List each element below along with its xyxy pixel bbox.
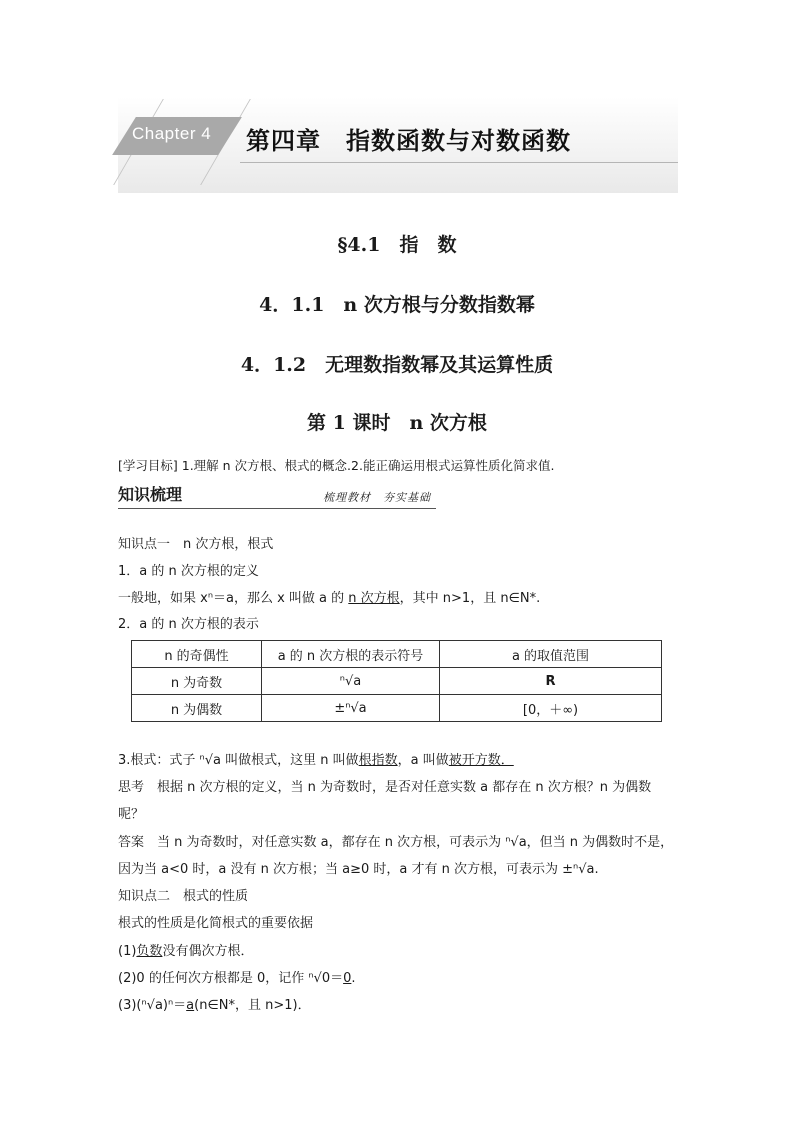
chapter-tag: Chapter 4 xyxy=(132,124,212,143)
definition-term: n 次方根 xyxy=(348,591,400,606)
property-2-post: . xyxy=(351,971,356,986)
kp1-item1: 1．a 的 n 次方根的定义 xyxy=(118,564,259,579)
think-line-2: 呢？ xyxy=(118,807,145,822)
answer-line-2: 因为当 a<0 时，a 没有 n 次方根；当 a≥0 时，a 才有 n 次方根，可表示为 ±ⁿ√a. xyxy=(118,862,599,877)
table-header-cell: n 的奇偶性 xyxy=(132,641,262,668)
table-row xyxy=(132,695,662,722)
property-1-term: 负数 xyxy=(136,944,163,959)
answer-line-1: 答案 当 n 为奇数时，对任意实数 a，都存在 n 次方根，可表示为 ⁿ√a，但当 n 为偶数时不是， xyxy=(118,835,674,850)
property-2-term: 0 xyxy=(343,971,352,986)
kp2-property-2 xyxy=(118,967,356,986)
section-divider xyxy=(118,508,436,509)
table-header-row xyxy=(132,641,662,668)
learning-goals xyxy=(118,456,554,474)
learning-goals-label: [学习目标] xyxy=(118,458,178,473)
item3-pre: 3.根式：式子 ⁿ√a 叫做根式，这里 n 叫做 xyxy=(118,753,359,768)
table-header-cell: a 的取值范围 xyxy=(440,641,662,668)
property-3-pre: (3)(ⁿ√a)ⁿ＝ xyxy=(118,998,187,1013)
property-3-term: a xyxy=(186,998,195,1013)
kp2-intro: 根式的性质是化简根式的重要依据 xyxy=(118,916,314,931)
table-header-cell: a 的 n 次方根的表示符号 xyxy=(262,641,440,668)
table-cell: ⁿ√a xyxy=(262,668,440,695)
kp1-title: 知识点一 n 次方根，根式 xyxy=(118,537,274,552)
table-cell: n 为偶数 xyxy=(132,695,262,722)
item3-term-root-index: 根指数 xyxy=(358,753,398,768)
item3-term-radicand: 被开方数． xyxy=(448,753,514,768)
lesson-heading: 第 1 课时 n 次方根 xyxy=(307,412,487,434)
table-cell: ±ⁿ√a xyxy=(262,695,440,722)
chapter-title: 第四章 指数函数与对数函数 xyxy=(246,127,571,155)
knowledge-summary-note: 梳理教材 夯实基础 xyxy=(323,491,431,504)
kp1-definition xyxy=(118,587,540,606)
kp1-item2: 2．a 的 n 次方根的表示 xyxy=(118,617,259,632)
table-cell: [0，＋∞) xyxy=(440,695,662,722)
root-representation-table xyxy=(131,640,662,722)
property-1-post: 没有偶次方根． xyxy=(162,944,254,959)
table-cell: R xyxy=(440,668,662,695)
subsection-heading-1: 4．1.1 n 次方根与分数指数幂 xyxy=(259,294,535,316)
definition-pre: 一般地，如果 xⁿ＝a，那么 x 叫做 a 的 xyxy=(118,591,349,606)
item3-mid: ，a 叫做 xyxy=(397,753,449,768)
kp2-property-3 xyxy=(118,994,311,1013)
subsection-heading-2: 4．1.2 无理数指数幂及其运算性质 xyxy=(240,354,554,376)
table-row xyxy=(132,668,662,695)
learning-goals-text: 1.理解 n 次方根、根式的概念.2.能正确运用根式运算性质化简求值. xyxy=(181,458,555,473)
kp2-title: 知识点二 根式的性质 xyxy=(118,889,249,904)
property-1-pre: (1) xyxy=(118,944,137,959)
kp1-item3 xyxy=(118,749,514,768)
table-cell: n 为奇数 xyxy=(132,668,262,695)
banner-divider xyxy=(240,162,678,163)
property-3-post: (n∈N*，且 n>1)． xyxy=(194,998,311,1013)
section-heading: §4.1 指 数 xyxy=(337,234,457,256)
think-line-1: 思考 根据 n 次方根的定义，当 n 为奇数时，是否对任意实数 a 都存在 n 次方根？n 为偶数 xyxy=(118,780,652,795)
kp2-property-1 xyxy=(118,940,253,959)
chapter-banner xyxy=(118,97,678,193)
knowledge-summary-title: 知识梳理 xyxy=(118,485,183,504)
definition-post: ，其中 n>1，且 n∈N*. xyxy=(399,591,541,606)
property-2-pre: (2)0 的任何次方根都是 0，记作 ⁿ√0＝ xyxy=(118,971,344,986)
